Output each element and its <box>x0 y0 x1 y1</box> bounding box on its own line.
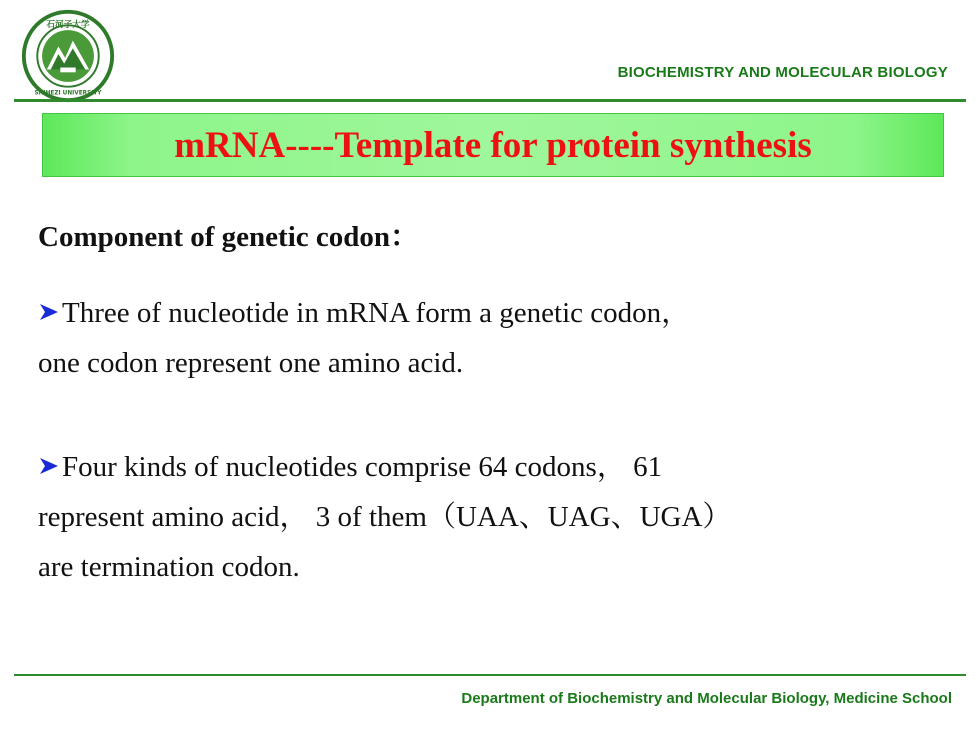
footer-divider <box>14 674 966 676</box>
bullet-item <box>38 288 948 388</box>
footer-department: Department of Biochemistry and Molecular Biology, Medicine School <box>461 690 952 707</box>
bullet-item <box>38 442 948 592</box>
university-seal-icon <box>20 8 116 104</box>
bullet-line: represent amino acid， 3 of them（UAA、UAG、UGA） <box>38 501 732 533</box>
bullet-line <box>38 442 948 492</box>
svg-text:石河子大学: 石河子大学 <box>46 20 90 31</box>
section-heading: Component of genetic codon： <box>38 221 420 253</box>
arrow-bullet-icon <box>38 302 60 322</box>
bullet-line: one codon represent one amino acid. <box>38 347 464 379</box>
slide-title: mRNA----Template for protein synthesis <box>174 124 812 166</box>
arrow-bullet-icon <box>38 456 60 476</box>
svg-text:SHIHEZI UNIVERSITY: SHIHEZI UNIVERSITY <box>34 90 102 97</box>
bullet-text: Three of nucleotide in mRNA form a genetic codon， <box>62 297 691 329</box>
university-logo <box>20 8 116 104</box>
slide-title-banner <box>42 113 944 177</box>
bullet-line <box>38 288 948 338</box>
header-divider <box>14 99 966 102</box>
bullet-text: Four kinds of nucleotides comprise 64 codons， 61 <box>62 451 663 483</box>
bullet-line: are termination codon. <box>38 551 300 583</box>
course-title: BIOCHEMISTRY AND MOLECULAR BIOLOGY <box>617 64 948 81</box>
